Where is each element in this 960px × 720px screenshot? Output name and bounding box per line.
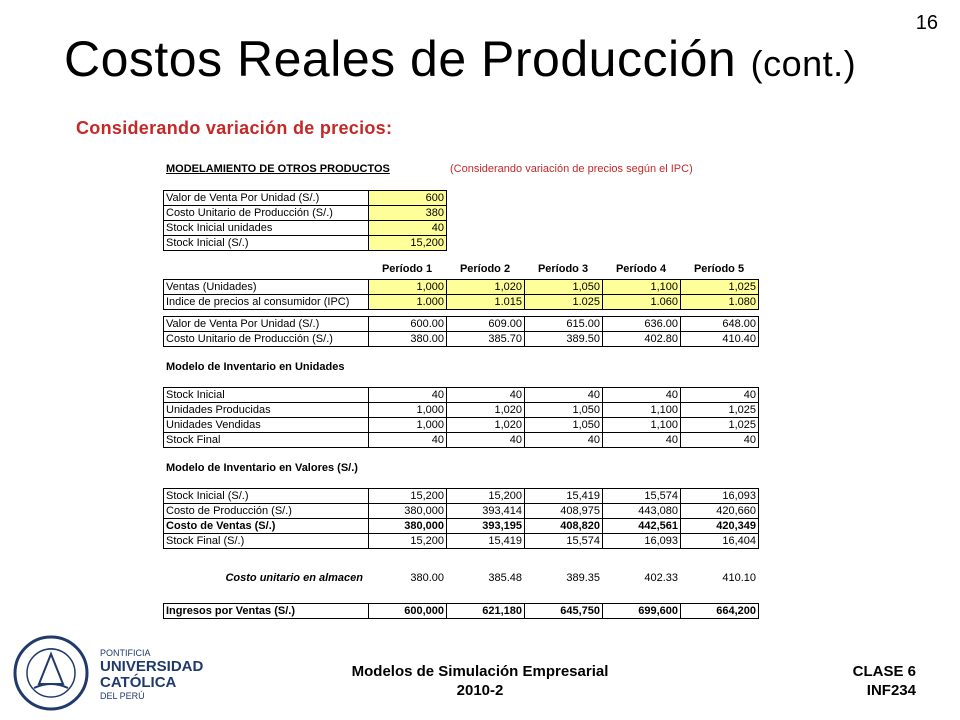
cell: 40 [447,433,525,448]
cell: 1.060 [603,295,681,310]
cell: 1,000 [369,418,447,433]
cell: 699,600 [603,604,681,619]
param-value: 15,200 [369,236,447,251]
values-table [163,488,759,549]
course-code: INF234 [866,682,916,699]
row-label: Costo Unitario de Producción (S/.) [164,206,369,221]
spreadsheet [163,160,783,619]
row-label: Valor de Venta Por Unidad (S/.) [164,317,369,332]
cell: 410.40 [681,332,759,347]
row-label: Stock Inicial (S/.) [164,489,369,504]
cell: 380.00 [369,332,447,347]
units-table [163,387,759,448]
cell: 443,080 [603,504,681,519]
cell: 420,349 [681,519,759,534]
row-label: Ingresos por Ventas (S/.) [164,604,369,619]
period-header [368,263,783,279]
slide-title [64,30,856,88]
cell: 1,100 [603,280,681,295]
period-label: Período 5 [693,263,745,275]
params-table [163,190,447,251]
cell: 380.00 [410,572,444,584]
cell: 609.00 [447,317,525,332]
cell: 664,200 [681,604,759,619]
period-label: Período 3 [537,263,589,275]
cell: 1.080 [681,295,759,310]
logo-line-3: CATÓLICA [100,674,177,691]
row-label: Costo unitario en almacen [225,572,363,584]
table-row [164,236,447,251]
row-label: Costo de Producción (S/.) [164,504,369,519]
cell: 15,574 [525,534,603,549]
avg-cost-row [163,571,783,585]
cell: 1,000 [369,280,447,295]
cell: 600,000 [369,604,447,619]
units-section-title: Modelo de Inventario en Unidades [166,361,345,373]
table-row [164,604,759,619]
cell: 380,000 [369,519,447,534]
cell: 16,404 [681,534,759,549]
param-value: 40 [369,221,447,236]
cell: 385.48 [488,572,522,584]
logo-line-2: UNIVERSIDAD [100,658,204,675]
period-label: Período 2 [459,263,511,275]
cell: 615.00 [525,317,603,332]
cell: 402.33 [644,572,678,584]
cell: 40 [525,388,603,403]
logo-line-1: PONTIFICIA [100,648,151,658]
cell: 402.80 [603,332,681,347]
prices-table [163,316,759,347]
cell: 385.70 [447,332,525,347]
cell: 636.00 [603,317,681,332]
table-row [164,489,759,504]
row-label: Indice de precios al consumidor (IPC) [164,295,369,310]
cell: 1,025 [681,280,759,295]
period-label: Período 1 [381,263,433,275]
cell: 15,200 [447,489,525,504]
row-label: Costo Unitario de Producción (S/.) [164,332,369,347]
cell: 15,419 [447,534,525,549]
cell: 40 [369,388,447,403]
cell: 1,020 [447,403,525,418]
cell: 648.00 [681,317,759,332]
model-title: MODELAMIENTO DE OTROS PRODUCTOS [166,163,390,175]
cell: 380,000 [369,504,447,519]
table-row [164,206,447,221]
table-row [164,504,759,519]
cell: 410.10 [722,572,756,584]
university-seal-icon [12,634,90,712]
table-row [164,317,759,332]
cell: 40 [369,433,447,448]
cell: 40 [447,388,525,403]
slide-title-suffix: (cont.) [750,43,857,84]
university-logo [12,634,202,712]
cell: 1,020 [447,280,525,295]
table-row [164,388,759,403]
cell: 621,180 [447,604,525,619]
values-section-title: Modelo de Inventario en Valores (S/.) [166,462,358,474]
cell: 408,975 [525,504,603,519]
cell: 1.025 [525,295,603,310]
row-label: Stock Inicial (S/.) [164,236,369,251]
row-label: Stock Inicial [164,388,369,403]
table-row [164,403,759,418]
table-row [164,418,759,433]
cell: 420,660 [681,504,759,519]
row-label: Valor de Venta Por Unidad (S/.) [164,191,369,206]
footer-course [330,662,630,700]
cell: 1,000 [369,403,447,418]
cell: 1,050 [525,403,603,418]
param-value: 600 [369,191,447,206]
income-table [163,603,759,619]
row-label: Stock Inicial unidades [164,221,369,236]
footer-class [853,662,916,700]
cell: 393,414 [447,504,525,519]
cell: 408,820 [525,519,603,534]
cell: 1,025 [681,403,759,418]
cell: 16,093 [603,534,681,549]
cell: 40 [681,433,759,448]
table-row [164,534,759,549]
row-label: Ventas (Unidades) [164,280,369,295]
row-label: Costo de Ventas (S/.) [164,519,369,534]
cell: 389.50 [525,332,603,347]
table-row [164,433,759,448]
cell: 15,419 [525,489,603,504]
cell: 40 [681,388,759,403]
inputs-table [163,279,759,310]
table-row [164,280,759,295]
slide-subtitle: Considerando variación de precios: [76,118,393,138]
cell: 1.015 [447,295,525,310]
period-label: Período 4 [615,263,667,275]
cell: 1,100 [603,403,681,418]
cell: 645,750 [525,604,603,619]
cell: 40 [603,433,681,448]
cell: 1,020 [447,418,525,433]
cell: 1,050 [525,418,603,433]
table-row [164,332,759,347]
course-name: Modelos de Simulación Empresarial [351,663,609,680]
course-term: 2010-2 [456,682,504,699]
page-number: 16 [915,12,938,34]
row-label: Unidades Vendidas [164,418,369,433]
table-row [164,221,447,236]
row-label: Unidades Producidas [164,403,369,418]
row-label: Stock Final (S/.) [164,534,369,549]
cell: 15,200 [369,489,447,504]
cell: 393,195 [447,519,525,534]
logo-line-4: DEL PERÚ [100,691,145,701]
cell: 442,561 [603,519,681,534]
param-value: 380 [369,206,447,221]
cell: 40 [525,433,603,448]
cell: 1,100 [603,418,681,433]
row-label: Stock Final [164,433,369,448]
cell: 15,200 [369,534,447,549]
cell: 40 [603,388,681,403]
table-row [164,191,447,206]
cell: 1,025 [681,418,759,433]
cell: 389.35 [566,572,600,584]
cell: 1,050 [525,280,603,295]
class-number: CLASE 6 [852,663,916,680]
cell: 600.00 [369,317,447,332]
table-row [164,519,759,534]
cell: 15,574 [603,489,681,504]
table-row [164,295,759,310]
slide-title-main: Costos Reales de Producción [64,31,737,87]
model-note: (Considerando variación de precios según el IPC) [450,163,693,175]
cell: 1.000 [369,295,447,310]
cell: 16,093 [681,489,759,504]
